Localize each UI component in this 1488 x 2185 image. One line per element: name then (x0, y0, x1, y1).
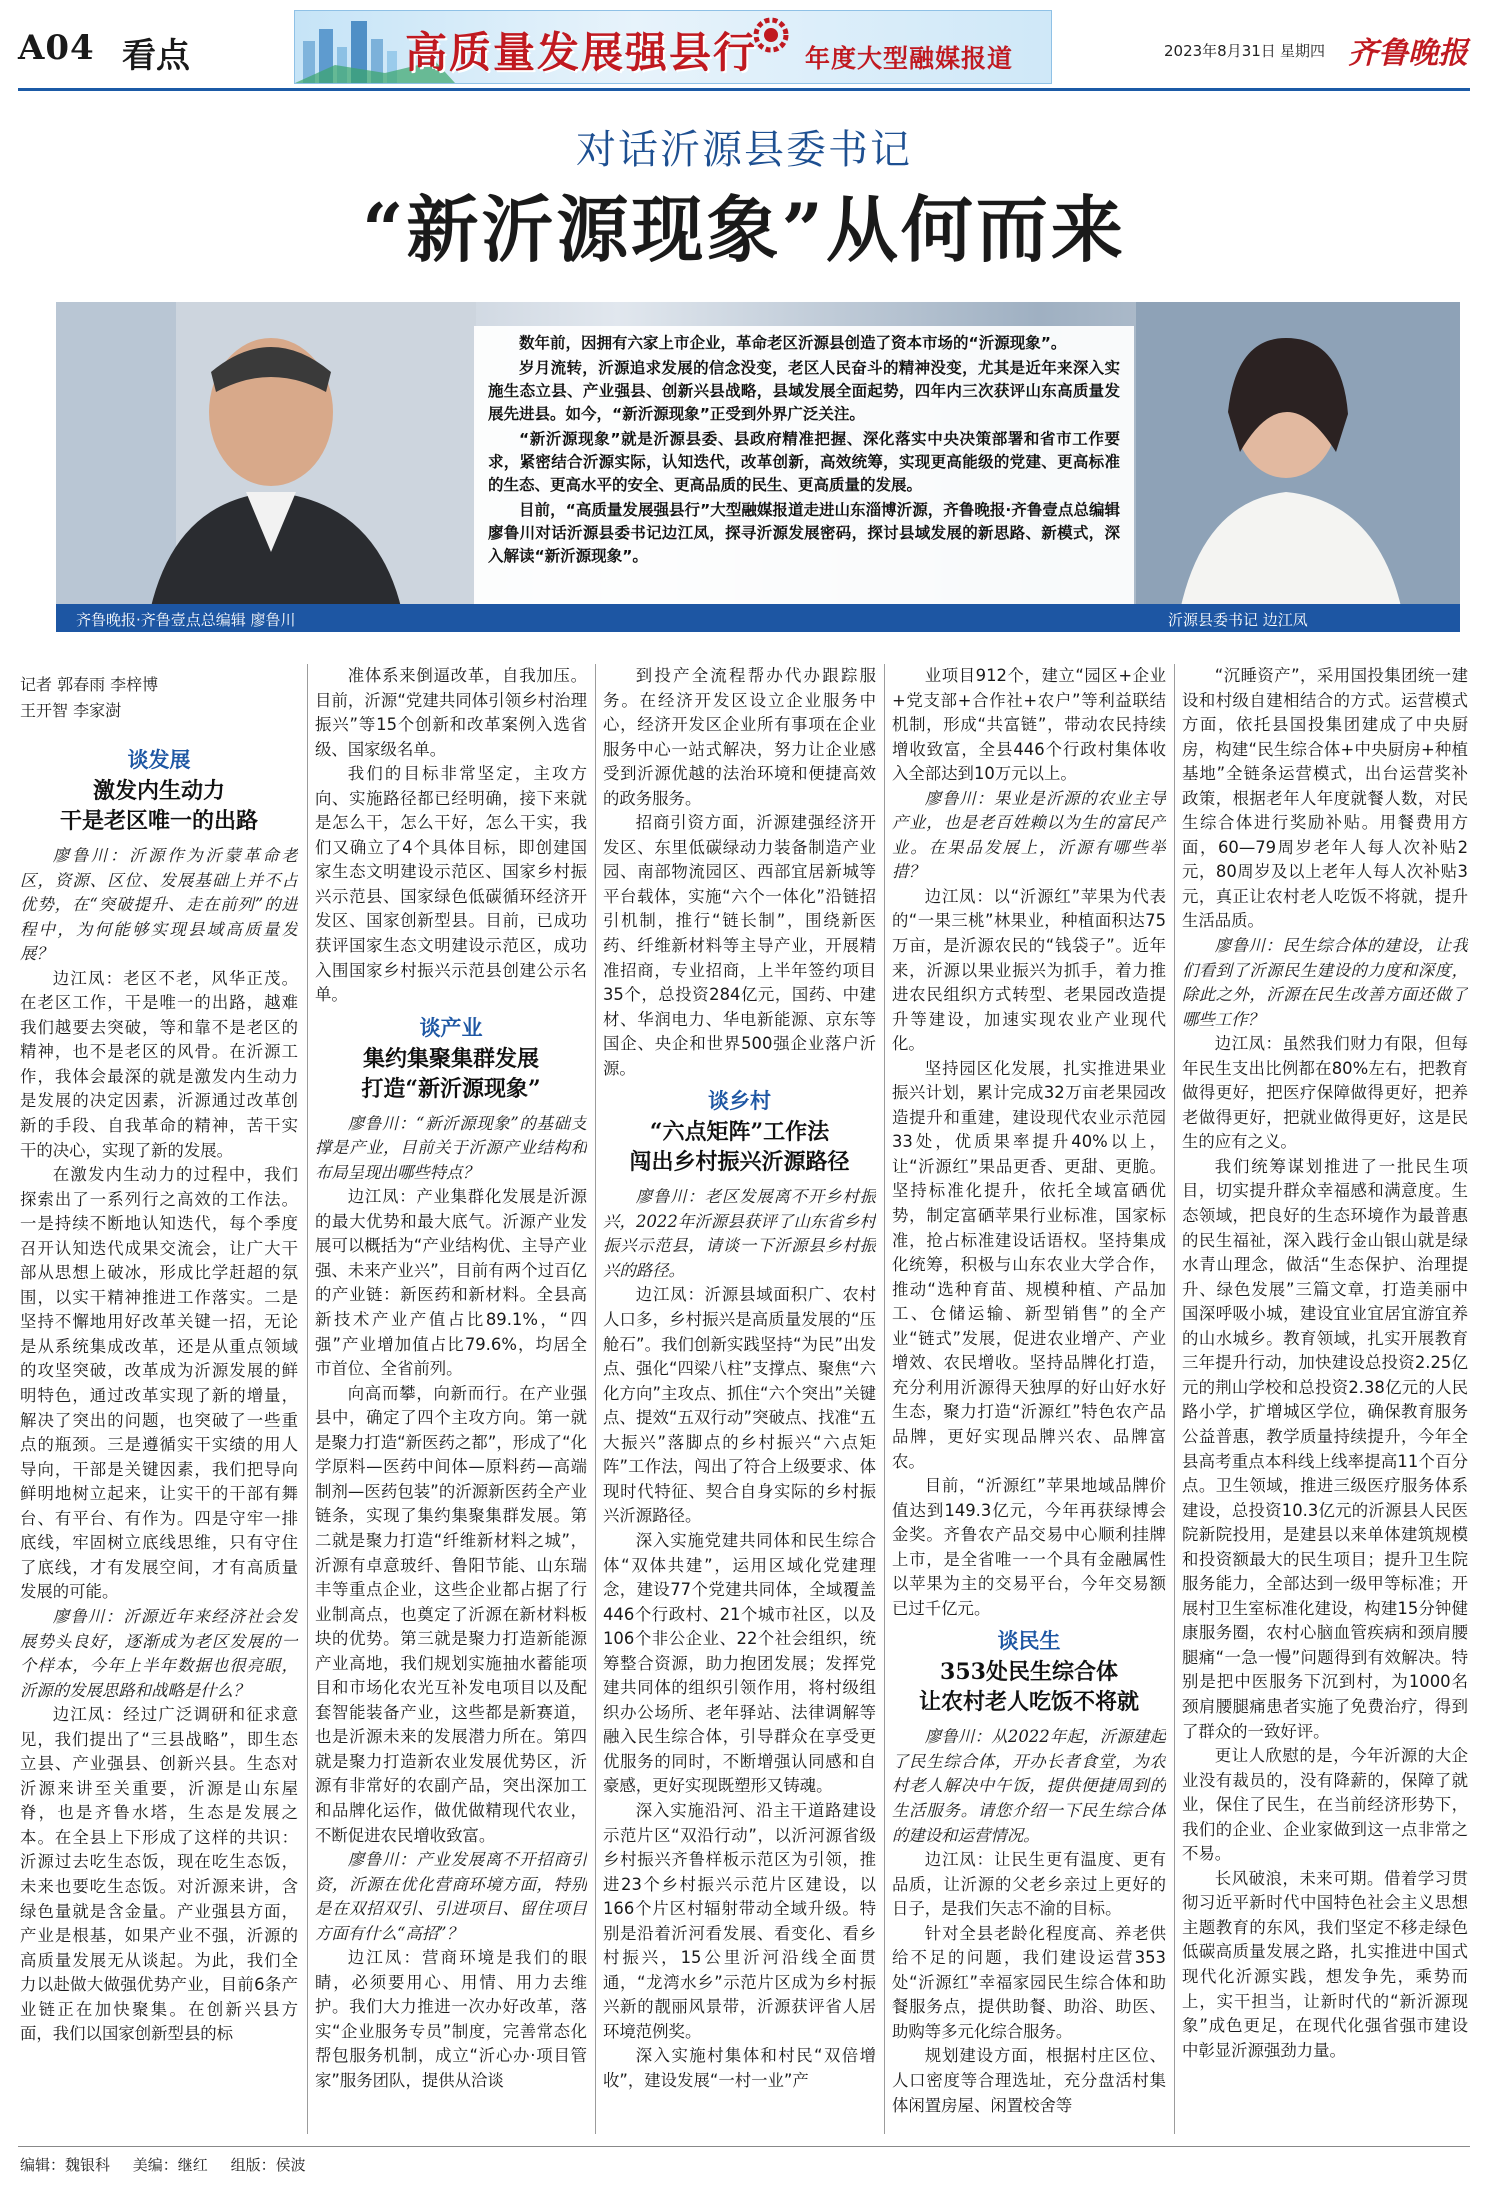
section-heading-rural (603, 1085, 876, 1177)
answer-paragraph: 边江凤：营商环境是我们的眼睛，必须要用心、用情、用力去维护。我们大力推进一次办好改革，落实“企业服务专员”制度，完善常态化帮包服务机制，成立“沂心办·项目管家”服务团队，提供从洽谈 (315, 1948, 587, 2090)
intro-paragraph: 目前，“高质量发展强县行”大型融媒报道走进山东淄博沂源，齐鲁晚报·齐鲁壹点总编辑廖鲁川对话沂源县委书记边江凤，探寻沂源发展密码，探讨县域发展的新思路、新模式，深入解读“新沂源现象”。 (488, 501, 1120, 565)
column-divider (884, 664, 885, 2134)
body-paragraph: 深入实施村集体和村民“双倍增收”，建设发展“一村一业”产 (603, 2046, 876, 2090)
section-title: 干是老区唯一的出路 (59, 808, 258, 834)
article-column-2 (315, 664, 587, 2136)
body-paragraph: 针对全县老龄化程度高、养老供给不足的问题，我们建设运营353处“沂源红”幸福家园民生综合体和助餐服务点，提供助餐、助浴、助医、助购等多元化综合服务。 (892, 1923, 1166, 2041)
question-paragraph: 廖鲁川：从2022年起，沂源建起了民生综合体，开办长者食堂，为农村老人解决中午饭，提供便捷周到的生活服务。请您介绍一下民生综合体的建设和运营情况。 (892, 1727, 1166, 1845)
bylines (20, 672, 300, 724)
page-number: A04 (18, 28, 95, 68)
body-paragraph: 目前，“沂源红”苹果地域品牌价值达到149.3亿元，今年再获绿博会金奖。齐鲁农产品交易中心顺利挂牌上市，是全省唯一一个具有金融属性以苹果为主的交易平台，今年交易额已过千亿元。 (892, 1476, 1166, 1618)
credit-layout: 组版：侯波 (230, 2156, 306, 2174)
question-paragraph: 廖鲁川：民生综合体的建设，让我们看到了沂源民生建设的力度和深度，除此之外，沂源在民生改善方面还做了哪些工作？ (1182, 936, 1468, 1029)
question-paragraph: 廖鲁川：果业是沂源的农业主导产业，也是老百姓赖以为生的富民产业。在果品发展上，沂源有哪些举措？ (892, 788, 1166, 882)
interviewee-figure-icon (1136, 302, 1460, 632)
intro-paragraph: “新沂源现象”就是沂源县委、县政府精准把握、深化落实中央决策部署和省市工作要求，紧密结合沂源实际，认知迭代，改革创新，高效统筹，实现更高能级的党建、更高标准的生态、更高水平的安全、更高品质的民生、更高质量的发展。 (488, 430, 1120, 494)
section-tag: 谈发展 (127, 748, 191, 772)
page-credits (20, 2154, 324, 2175)
article-column-5 (1182, 664, 1468, 2136)
headline-title: “新沂源现象”从何而来 (362, 187, 1126, 272)
section-name: 看点 (122, 36, 190, 76)
section-title: 激发内生动力 (92, 778, 225, 804)
body-paragraph: 准体系来倒逼改革，自我加压。目前，沂源“党建共同体引领乡村治理振兴”等15个创新和改革案例入选省级、国家级名单。 (315, 666, 587, 759)
body-paragraph: 深入实施沿河、沿主干道路建设示范片区“双沿行动”，以沂河源省级乡村振兴齐鲁样板示范区为引领，推进23个乡村振兴示范片区建设，以166个片区村辐射带动全域升级。特别是沿着沂河看发展、看变化、看乡村振兴，15公里沂河沿线全面贯通，“龙湾水乡”示范片区成为乡村振兴新的靓丽风景带，沂源获评省人居环境范例奖。 (603, 1800, 876, 2041)
byline-line: 王开智 李家澍 (20, 701, 122, 720)
column-divider (1174, 664, 1175, 2134)
byline-line: 记者 郭春雨 李梓博 (20, 675, 159, 694)
section-heading-development (20, 744, 298, 836)
footer-rule (18, 2146, 1470, 2147)
section-title: “六点矩阵”工作法 (649, 1119, 830, 1146)
answer-paragraph: 边江凤：经过广泛调研和征求意见，我们提出了“三县战略”，即生态立县、产业强县、创新兴县。生态对沂源来讲至关重要，沂源是山东屋脊，也是齐鲁水塔，生态是发展之本。在全县上下形成了这样的共识：沂源过去吃生态饭，现在吃生态饭，未来也要吃生态饭。对沂源来讲，含绿色量就是含金量。产业强县方面，产业是根基，如果产业不强，沂源的高质量发展无从谈起。为此，我们全力以赴做大做强优势产业，目前6条产业链正在加快聚集。在创新兴县方面，我们以国家创新型县的标 (20, 1705, 298, 2044)
article-column-1 (20, 740, 298, 2136)
publication-date: 2023年8月31日 (1164, 42, 1276, 60)
question-paragraph: 廖鲁川：老区发展离不开乡村振兴，2022年沂源县获评了山东省乡村振兴示范县，请谈一下沂源县乡村振兴的路径。 (603, 1187, 876, 1280)
answer-paragraph: 边江凤：让民生更有温度、更有品质，让沂源的父老乡亲过上更好的日子，是我们矢志不渝的目标。 (892, 1850, 1166, 1919)
publication-weekday: 星期四 (1280, 42, 1326, 60)
photo-caption-right: 沂源县委书记 边江凤 (1168, 611, 1308, 629)
banner-title: 高质量发展强县行 (405, 28, 758, 77)
article-column-4 (892, 664, 1166, 2136)
body-paragraph: 到投产全流程帮办代办跟踪服务。在经济开发区设立企业服务中心，经济开发区企业所有事项在企业服务中心一站式解决，努力让企业感受到沂源优越的法治环境和便捷高效的政务服务。 (603, 666, 876, 808)
body-paragraph: 更让人欣慰的是，今年沂源的大企业没有裁员的，没有降薪的，保障了就业，保住了民生，在当前经济形势下，我们的企业、企业家做到这一点非常之不易。 (1182, 1746, 1468, 1864)
section-title: 闯出乡村振兴沂源路径 (629, 1149, 850, 1176)
answer-paragraph: 边江凤：产业集群化发展是沂源的最大优势和最大底气。沂源产业发展可以概括为“产业结构优、主导产业强、未来产业兴”，目前有两个过百亿的产业链：新医药和新材料。全县高新技术产业产值占比89.1%，“四强”产业增加值占比79.6%，均居全市首位、全省前列。 (315, 1187, 587, 1379)
body-paragraph: 招商引资方面，沂源建强经济开发区、东里低碳绿动力装备制造产业园、南部物流园区、西部宜居新城等平台载体，实施“六个一体化”沿链招引机制，推行“链长制”，围绕新医药、纤维新材料等主导产业，开展精准招商，专业招商，上半年签约项目35个，总投资284亿元，国药、中建材、华润电力、华电新能源、京东等国企、央企和世界500强企业落户沂源。 (603, 813, 876, 1078)
article-column-3 (603, 664, 876, 2136)
interviewer-figure-icon (56, 302, 476, 632)
section-title: 打造“新沂源现象” (361, 1075, 541, 1102)
body-paragraph: 我们统筹谋划推进了一批民生项目，切实提升群众幸福感和满意度。生态领域，把良好的生态环境作为最普惠的民生福祉，深入践行金山银山就是绿水青山理念，做活“生态保护、治理提升、绿色发展”三篇文章，打造美丽中国深呼吸小城，建设宜业宜居宜游宜养的山水城乡。教育领域，扎实开展教育三年提升行动，加快建设总投资2.25亿元的荆山学校和总投资2.38亿元的人民路小学，扩增城区学位，确保教育服务公益普惠，教学质量持续提升，今年全县高考重点本科线上线率提高11个百分点。卫生领域，推进三级医疗服务体系建设，总投资10.3亿元的沂源县人民医院新院投用，是建县以来单体建筑规模和投资额最大的民生项目；提升卫生院服务能力，全部达到一级甲等标准；开展村卫生室标准化建设，构建15分钟健康服务圈，农村心脑血管疾病和颈肩腰腿痛“一急一慢”问题得到有效解决。特别是把中医服务下沉到村，为1000名颈肩腰腿痛患者实施了免费治疗，得到了群众的一致好评。 (1182, 1156, 1468, 1741)
intro-paragraph: 岁月流转，沂源追求发展的信念没变，老区人民奋斗的精神没变，尤其是近年来深入实施生态立县、产业强县、创新兴县战略，县域发展全面起势，四年内三次获评山东高质量发展先进县。如今，“新沂源现象”正受到外界广泛关注。 (488, 359, 1120, 423)
body-paragraph: 在激发内生动力的过程中，我们探索出了一系列行之高效的工作法。一是持续不断地认知迭代，每个季度召开认知迭代成果交流会，让广大干部从思想上破冰，形成比学赶超的氛围，以实干精神推进工作落实。二是坚持不懈地用好改革关键一招，无论是从系统集成改革，还是从重点领域的攻坚突破，改革成为沂源发展的鲜明特色，通过改革实现了新的增量，解决了突出的问题，也突破了一些重点的瓶颈。三是遵循实干实绩的用人导向，干部是关键因素，我们把导向鲜明地树立起来，让实干的干部有舞台、有平台、有作为。四是守牢一排底线，牢固树立底线思维，只有守住了底线，才有发展空间，才有高质量发展的可能。 (20, 1165, 298, 1602)
body-paragraph: “沉睡资产”，采用国投集团统一建设和村级自建相结合的方式。运营模式方面，依托县国投集团建成了中央厨房，构建“民生综合体+中央厨房+种植基地”全链条运营模式，出台运营奖补政策，根据老年人年度就餐人数，对民生综合体进行奖励补贴。用餐费用方面，60—79周岁老年人每人次补贴2元，80周岁及以上老年人每人次补贴3元，真正让农村老人吃饭不将就，提升生活品质。 (1182, 666, 1468, 931)
campaign-banner (294, 10, 1052, 84)
intro-summary (474, 326, 1134, 618)
interview-photo (56, 302, 1460, 632)
section-heading-livelihood (892, 1625, 1166, 1717)
section-tag: 谈乡村 (708, 1089, 771, 1114)
answer-paragraph: 边江凤：沂源县域面积广、农村人口多，乡村振兴是高质量发展的“压舱石”。我们创新实践坚持“为民”出发点、强化“四梁八柱”支撑点、聚焦“六化方向”主攻点、抓住“六个突出”关键点、提效“五双行动”突破点、找准“五大振兴”落脚点的乡村振兴“六点矩阵”工作法，闯出了符合上级要求、体现时代特征、契合自身实际的乡村振兴沂源路径。 (603, 1285, 876, 1526)
gear-emblem-icon (751, 15, 791, 55)
body-paragraph: 深入实施党建共同体和民生综合体“双体共建”，运用区域化党建理念，建设77个党建共同体，全域覆盖446个行政村、21个城市社区，以及106个非公企业、22个社会组织，统筹整合资源，助力抱团发展；发挥党建共同体的组织引领作用，将村级组织办公场所、老年驿站、法律调解等融入民生综合体，引导群众在享受更优服务的同时，不断增强认同感和自豪感，更好实现既塑形又铸魂。 (603, 1530, 876, 1796)
credit-designer: 美编：继红 (132, 2156, 208, 2174)
credit-editor: 编辑：魏银科 (20, 2156, 111, 2174)
section-title: 集约集聚集群发展 (362, 1045, 539, 1072)
question-paragraph: 廖鲁川：沂源作为沂蒙革命老区，资源、区位、发展基础上并不占优势，在“突破提升、走在前列”的进程中，为何能够实现县域高质量发展？ (20, 846, 298, 964)
question-paragraph: 廖鲁川：沂源近年来经济社会发展势头良好，逐渐成为老区发展的一个样本，今年上半年数据也很亮眼，沂源的发展思路和战略是什么？ (20, 1606, 298, 1700)
section-heading-industry (315, 1012, 587, 1104)
question-paragraph: 廖鲁川：“新沂源现象”的基础支撑是产业，目前关于沂源产业结构和布局呈现出哪些特点？ (315, 1113, 587, 1182)
section-title: 让农村老人吃饭不将就 (918, 1689, 1139, 1716)
column-divider (307, 664, 308, 2134)
photo-caption-left: 齐鲁晚报·齐鲁壹点总编辑 廖鲁川 (76, 611, 296, 629)
masthead (18, 10, 1470, 91)
question-paragraph: 廖鲁川：产业发展离不开招商引资，沂源在优化营商环境方面，特别是在双招双引、引进项目、留住项目方面有什么“高招”？ (315, 1850, 587, 1943)
section-tag: 谈民生 (997, 1629, 1061, 1654)
column-divider (595, 664, 596, 2134)
answer-paragraph: 边江凤：老区不老，风华正茂。在老区工作，干是唯一的出路，越难我们越要去突破，等和靠不是老区的精神，也不是老区的风骨。在沂源工作，我体会最深的就是激发内生动力是发展的决定因素，沂源通过改革创新的手段、自我革命的精神，苦干实干的决心，实现了新的发展。 (20, 968, 298, 1160)
newspaper-logo: 齐鲁晚报 (1348, 36, 1468, 71)
banner-subtitle: 年度大型融媒报道 (805, 44, 1014, 73)
section-title: 353处民生综合体 (940, 1659, 1118, 1686)
body-paragraph: 我们的目标非常坚定，主攻方向、实施路径都已经明确，接下来就是怎么干，怎么干好，怎么干实，我们又确立了4个具体目标，即创建国家生态文明建设示范区、国家乡村振兴示范县、国家绿色低碳循环经济开发区、国家创新型县。目前，已成功获评国家生态文明建设示范区，成功入围国家乡村振兴示范县创建公示名单。 (315, 764, 587, 1005)
body-paragraph: 坚持园区化发展，扎实推进果业振兴计划，累计完成32万亩老果园改造提升和重建，建设现代农业示范园33处，优质果率提升40%以上，让“沂源红”果品更香、更甜、更脆。坚持标准化提升，依托全域富硒优势，制定富硒苹果行业标准，国家标准，抢占标准建设话语权。坚持集成化统筹，积极与山东农业大学合作，推动“选种育苗、规模种植、产品加工、仓储运输、新型销售”的全产业“链式”发展，促进农业增产、产业增效、农民增收。坚持品牌化打造，充分利用沂源得天独厚的好山好水好生态，聚力打造“沂源红”特色农产品品牌，更好实现品牌兴农、品牌富农。 (892, 1058, 1166, 1471)
answer-paragraph: 边江凤：以“沂源红”苹果为代表的“一果三桃”林果业，种植面积达75万亩，是沂源农民的“钱袋子”。近年来，沂源以果业振兴为抓手，着力推进农民组织方式转型、老果园改造提升等建设，加速实现农业产业现代化。 (892, 886, 1166, 1054)
body-paragraph: 向高而攀，向新而行。在产业强县中，确定了四个主攻方向。第一就是聚力打造“新医药之都”，形成了“化学原料—医药中间体—原料药—高端制剂—医药包装”的沂源新医药全产业链条，实现了集约集聚集群发展。第二就是聚力打造“纤维新材料之城”，沂源有卓意玻纤、鲁阳节能、山东瑞丰等重点企业，这些企业都占据了行业制高点，也奠定了沂源在新材料板块的优势。第三就是聚力打造新能源产业高地，我们规划实施抽水蓄能项目和市场化农光互补发电项目以及配套智能装备产业，这些都是新赛道，也是沂源未来的发展潜力所在。第四就是聚力打造新农业发展优势区，沂源有非常好的农副产品，突出深加工和品牌化运作，做优做精现代农业，不断促进农民增收致富。 (315, 1383, 587, 1845)
body-paragraph: 规划建设方面，根据村庄区位、人口密度等合理选址，充分盘活村集体闲置房屋、闲置校舍等 (892, 2046, 1166, 2115)
body-paragraph: 长风破浪，未来可期。借着学习贯彻习近平新时代中国特色社会主义思想主题教育的东风，我们坚定不移走绿色低碳高质量发展之路，扎实推进中国式现代化沂源实践，想发争先，乘势而上，实干担当，让新时代的“新沂源现象”成色更足，在现代化强省强市建设中彰显沂源强劲力量。 (1182, 1868, 1468, 2060)
answer-paragraph: 边江凤：虽然我们财力有限，但每年民生支出比例都在80%左右，把教育做得更好，把医疗保障做得更好，把养老做得更好，把就业做得更好，这是民生的应有之义。 (1182, 1034, 1468, 1152)
body-paragraph: 业项目912个，建立“园区+企业+党支部+合作社+农户”等利益联结机制，形成“共富链”，带动农民持续增收致富，全县446个行政村集体收入全部达到10万元以上。 (892, 666, 1166, 784)
section-tag: 谈产业 (419, 1015, 483, 1040)
intro-paragraph: 数年前，因拥有六家上市企业，革命老区沂源县创造了资本市场的“沂源现象”。 (519, 334, 1067, 352)
headline-kicker: 对话沂源县委书记 (576, 127, 912, 173)
